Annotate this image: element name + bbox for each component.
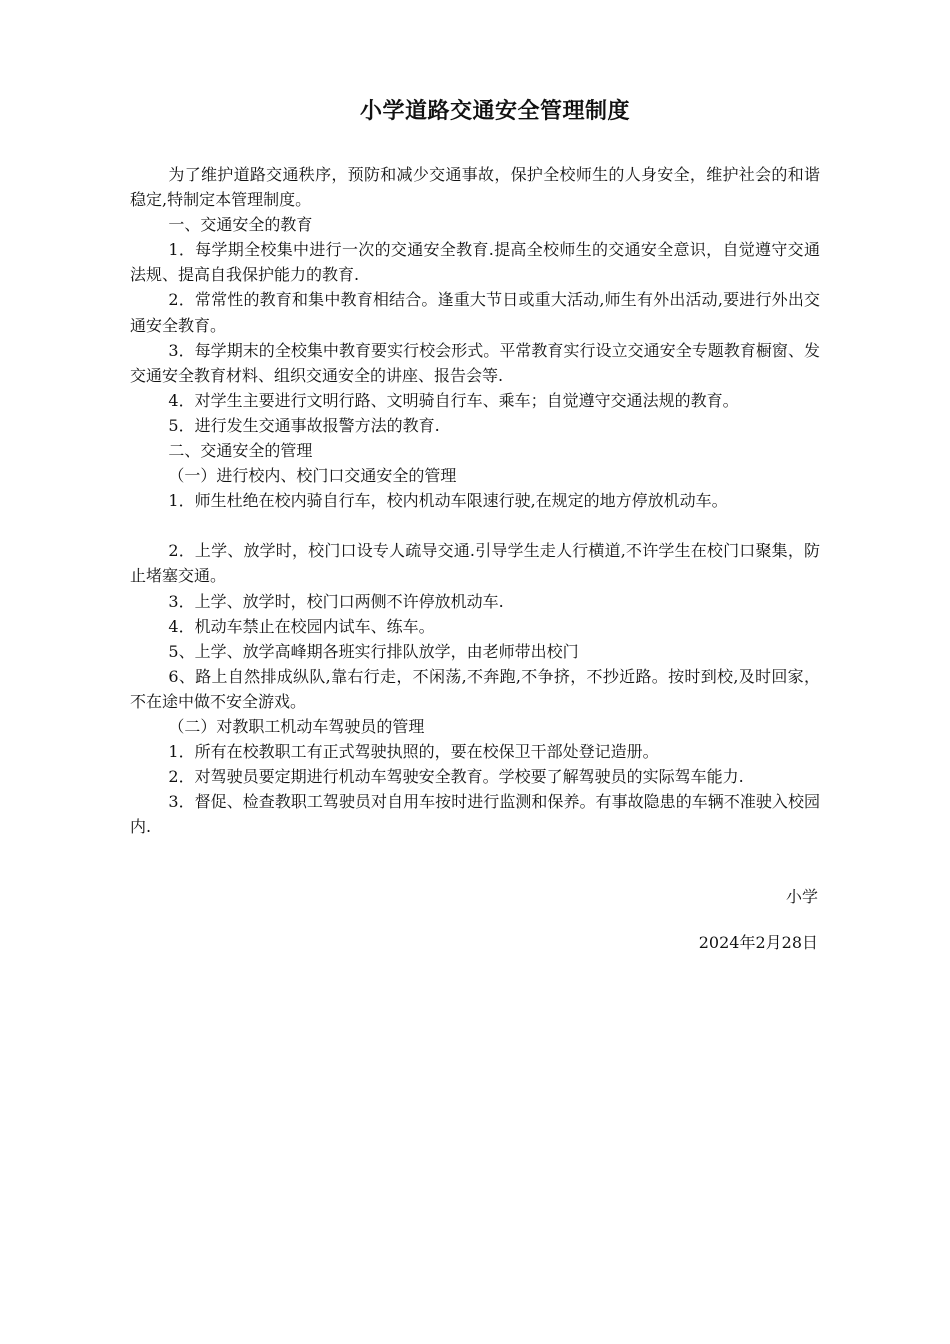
driver-item-1: 1．所有在校教职工有正式驾驶执照的，要在校保卫干部处登记造册。: [168, 742, 659, 762]
campus-item-5: 5、上学、放学高峰期各班实行排队放学，由老师带出校门: [168, 641, 579, 661]
document-title: 小学道路交通安全管理制度: [359, 99, 630, 124]
driver-item-2: 2．对驾驶员要定期进行机动车驾驶安全教育。学校要了解驾驶员的实际驾车能力.: [168, 767, 744, 787]
driver-item-3: 3．督促、检查教职工驾驶员对自用车按时进行监测和保养。有事故隐患的车辆不准驶入校园内.: [130, 792, 820, 837]
subsection-heading-campus: （一）进行校内、校门口交通安全的管理: [168, 466, 457, 486]
education-item-1: 1．每学期全校集中进行一次的交通安全教育.提高全校师生的交通安全意识，自觉遵守交通法规、提高自我保护能力的教育.: [130, 240, 820, 285]
education-item-5: 5．进行发生交通事故报警方法的教育.: [168, 415, 440, 435]
campus-item-4: 4．机动车禁止在校园内试车、练车。: [168, 616, 435, 636]
subsection-heading-drivers: （二）对教职工机动车驾驶员的管理: [168, 716, 425, 736]
document-body: [130, 162, 820, 839]
campus-item-6: 6、路上自然排成纵队,靠右行走，不闲荡,不奔跑,不争挤，不抄近路。按时到校,及时回家，不在途中做不安全游戏。: [130, 666, 820, 711]
campus-item-3: 3．上学、放学时，校门口两侧不许停放机动车.: [168, 591, 504, 611]
signature-date: 2024年2月28日: [698, 933, 818, 952]
campus-item-2: 2．上学、放学时，校门口设专人疏导交通.引导学生走人行横道,不许学生在校门口聚集，防止堵塞交通。: [130, 541, 820, 586]
education-item-4: 4．对学生主要进行文明行路、文明骑自行车、乘车；自觉遵守交通法规的教育。: [168, 390, 739, 410]
campus-item-1: 1．师生杜绝在校内骑自行车，校内机动车限速行驶,在规定的地方停放机动车。: [168, 491, 728, 511]
section-heading-education: 一、交通安全的教育: [168, 215, 313, 235]
blank-line: [130, 513, 820, 538]
signature-organization: 小学: [785, 887, 818, 906]
intro-paragraph: 为了维护道路交通秩序，预防和减少交通事故，保护全校师生的人身安全，维护社会的和谐稳定,特制定本管理制度。: [130, 165, 820, 210]
section-heading-management: 二、交通安全的管理: [168, 441, 313, 461]
education-item-3: 3．每学期末的全校集中教育要实行校会形式。平常教育实行设立交通安全专题教育橱窗、发交通安全教育材料、组织交通安全的讲座、报告会等.: [130, 340, 820, 385]
education-item-2: 2．常常性的教育和集中教育相结合。逢重大节日或重大活动,师生有外出活动,要进行外出交通安全教育。: [130, 290, 820, 335]
